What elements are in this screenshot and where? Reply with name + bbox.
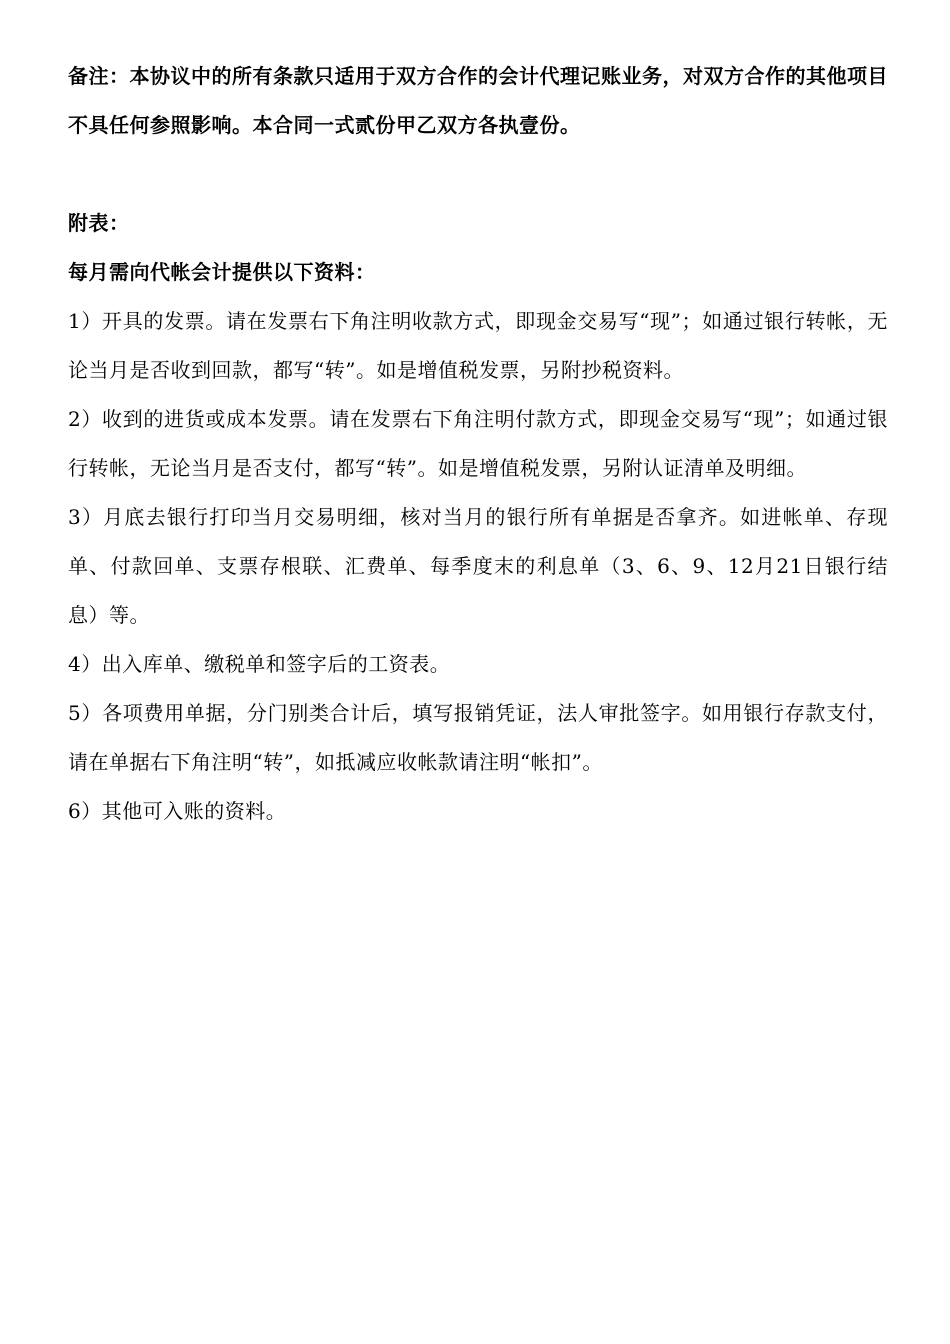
list-item-6: 6）其他可入账的资料。: [68, 799, 287, 823]
list-item-4: 4）出入库单、缴税单和签字后的工资表。: [68, 652, 451, 676]
document-page: [68, 52, 888, 836]
list-item-2: 2）收到的进货或成本发票。请在发票右下角注明付款方式，即现金交易写“现”；如通过银行转帐，无论当月是否支付，都写“转”。如是增值税发票，另附认证清单及明细。: [68, 407, 888, 480]
note-paragraph: 备注：本协议中的所有条款只适用于双方合作的会计代理记账业务，对双方合作的其他项目不具任何参照影响。本合同一式贰份甲乙双方各执壹份。: [68, 64, 888, 137]
spacer: [68, 150, 888, 199]
list-item-1: 1）开具的发票。请在发票右下角注明收款方式，即现金交易写“现”；如通过银行转帐，无论当月是否收到回款，都写“转”。如是增值税发票，另附抄税资料。: [68, 309, 888, 382]
appendix-subtitle: 每月需向代帐会计提供以下资料：: [68, 260, 376, 284]
list-item-3: 3）月底去银行打印当月交易明细，核对当月的银行所有单据是否拿齐。如进帐单、存现单、付款回单、支票存根联、汇费单、每季度末的利息单（3、6、9、12月21日银行结息）等。: [68, 505, 888, 627]
list-item-5: 5）各项费用单据，分门别类合计后，填写报销凭证，法人审批签字。如用银行存款支付，请在单据右下角注明“转”，如抵减应收帐款请注明“帐扣”。: [68, 701, 888, 774]
appendix-title: 附表：: [68, 211, 130, 235]
